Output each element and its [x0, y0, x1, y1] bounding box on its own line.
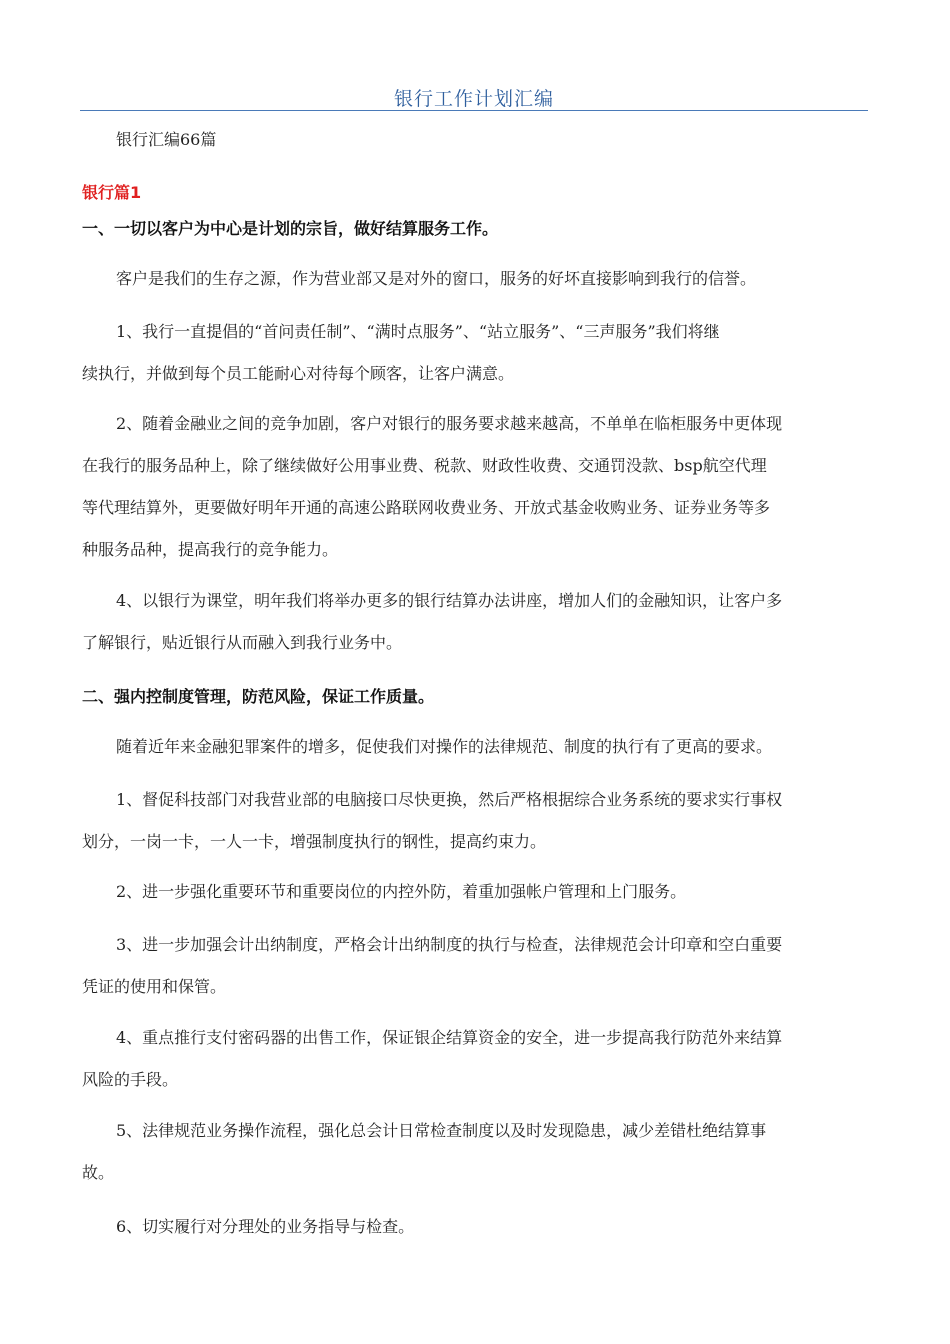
paragraph-line: 了解银行，贴近银行从而融入到我行业务中。	[82, 633, 403, 652]
document-title: 银行工作计划汇编	[393, 88, 554, 110]
paragraph-line: 风险的手段。	[82, 1070, 179, 1089]
part-title: 银行篇1	[82, 183, 142, 202]
paragraph-line: 1、督促科技部门对我营业部的电脑接口尽快更换，然后严格根据综合业务系统的要求实行事权	[116, 790, 783, 809]
paragraph	[82, 311, 866, 395]
paragraph	[82, 1017, 866, 1101]
paragraph-line: 种服务品种，提高我行的竞争能力。	[82, 540, 339, 559]
paragraph	[82, 258, 866, 300]
paragraph	[82, 1110, 866, 1194]
paragraph	[82, 1206, 866, 1248]
paragraph-line: 等代理结算外，更要做好明年开通的高速公路联网收费业务、开放式基金收购业务、证券业务等多	[82, 498, 771, 517]
paragraph-line: 在我行的服务品种上，除了继续做好公用事业费、税款、财政性收费、交通罚没款、bsp航空代理	[82, 456, 767, 475]
paragraph	[82, 924, 866, 1008]
document-subtitle: 银行汇编66篇	[116, 130, 217, 149]
paragraph-line: 客户是我们的生存之源，作为营业部又是对外的窗口，服务的好坏直接影响到我行的信誉。	[116, 269, 757, 288]
paragraph-line: 4、以银行为课堂，明年我们将举办更多的银行结算办法讲座，增加人们的金融知识，让客户多	[116, 591, 783, 610]
paragraph-line: 2、进一步强化重要环节和重要岗位的内控外防，着重加强帐户管理和上门服务。	[116, 882, 687, 901]
paragraph-line: 5、法律规范业务操作流程，强化总会计日常检查制度以及时发现隐患，减少差错杜绝结算事	[116, 1121, 767, 1140]
paragraph-line: 4、重点推行支付密码器的出售工作，保证银企结算资金的安全，进一步提高我行防范外来结算	[116, 1028, 783, 1047]
paragraph	[82, 403, 866, 571]
paragraph-line: 1、我行一直提倡的“首问责任制”、“满时点服务”、“站立服务”、“三声服务”我们将继	[116, 322, 720, 341]
paragraph-line: 2、随着金融业之间的竞争加剧，客户对银行的服务要求越来越高，不单单在临柜服务中更体现	[116, 414, 783, 433]
paragraph-line: 随着近年来金融犯罪案件的增多，促使我们对操作的法律规范、制度的执行有了更高的要求。	[116, 737, 773, 756]
paragraph-line: 续执行，并做到每个员工能耐心对待每个顾客，让客户满意。	[82, 364, 515, 383]
paragraph	[82, 871, 866, 913]
paragraph-line: 3、进一步加强会计出纳制度，严格会计出纳制度的执行与检查，法律规范会计印章和空白重要	[116, 935, 783, 954]
paragraph-line: 凭证的使用和保管。	[82, 977, 227, 996]
paragraph	[82, 580, 866, 664]
paragraph-line: 故。	[82, 1163, 115, 1182]
paragraph-line: 划分，一岗一卡，一人一卡，增强制度执行的钢性，提高约束力。	[82, 832, 547, 851]
document-header	[80, 82, 868, 111]
section-heading: 一、一切以客户为中心是计划的宗旨，做好结算服务工作。	[82, 219, 499, 238]
section-heading: 二、强内控制度管理，防范风险，保证工作质量。	[82, 687, 435, 706]
paragraph	[82, 779, 866, 863]
paragraph	[82, 726, 866, 768]
paragraph-line: 6、切实履行对分理处的业务指导与检查。	[116, 1217, 415, 1236]
